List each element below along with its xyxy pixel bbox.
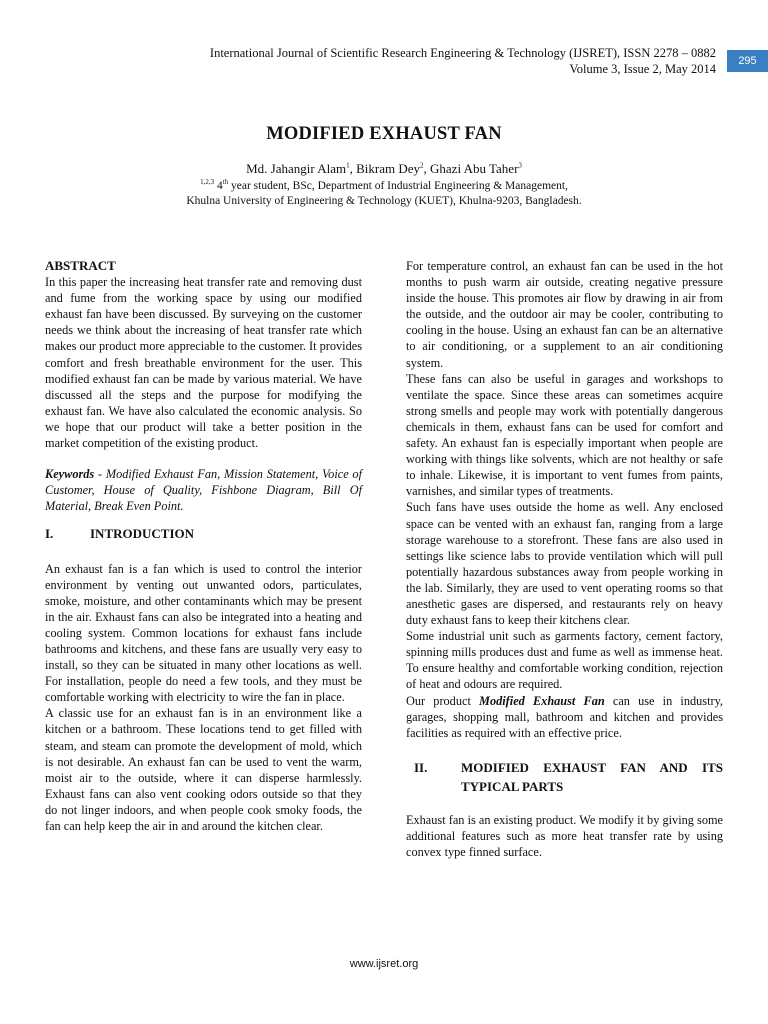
affiliation: [0, 179, 768, 208]
author-separator: ,: [349, 161, 357, 176]
author-separator: ,: [423, 161, 431, 176]
author-name: Md. Jahangir Alam: [246, 161, 347, 176]
body-paragraph: For temperature control, an exhaust fan can be used in the hot months to push warm air outside, creating negative pressure inside the house. This promotes air flow by drawing in air from the outside, and the outdoor air may be cooler, contributing to cooling in the house. Using an exhaust fan can be an alternative to air conditioning, or a supplement to an air conditioning system.: [406, 259, 723, 370]
right-column: [406, 258, 723, 860]
journal-title-line: International Journal of Scientific Research Engineering & Technology (IJSRET), ISSN 2278 – 0882: [209, 46, 716, 60]
text-run: can use in industry, garages, shopping mall, bathroom and kitchen and provides facilities as required with an effective price.: [406, 693, 724, 740]
body-paragraph: These fans can also be useful in garages and workshops to ventilate the space. Since these areas can sometimes acquire strong smells and people may work with potentially dangerous chemicals in them, exhaust fans can be used for comfort and safety. An exhaust fan is especially important when people are working with things like solvents, which are not healthy or safe to inhale. Likewise, it is important to vent fumes from paints, varnishes, and similar types of treatments.: [406, 371, 723, 499]
abstract-heading: ABSTRACT: [45, 258, 116, 273]
keywords-paragraph: [45, 466, 362, 514]
affiliation-line-1: [0, 179, 768, 194]
keywords-list: - Modified Exhaust Fan, Mission Statement, Voice of Customer, House of Quality, Fishbone Diagram, Bill Of Material, Break Even Point.: [45, 467, 362, 514]
affiliation-superscript: 1,2,3: [200, 178, 215, 187]
section-number: II.: [414, 759, 428, 775]
body-paragraph: A classic use for an exhaust fan is in an environment like a kitchen or a bathroom. These locations tend to get filled with steam, and steam can promote the development of mold, which is not desirable. An exhaust fan can be used to vent the warm, moist air to the outside, where it can disperse harmlessly. Exhaust fans can also vent cooking odors outside so that they do not linger indoors, and when people cook smoky foods, the fan can help keep the air in and around the kitchen clear.: [45, 706, 362, 833]
author-superscript: 3: [518, 161, 522, 170]
text-run: Our product: [406, 693, 480, 708]
author-list: [0, 161, 768, 177]
affiliation-line-2: Khulna University of Engineering & Technology (KUET), Khulna-9203, Bangladesh.: [186, 194, 582, 207]
section-title: MODIFIED EXHAUST FAN AND ITS TYPICAL PARTS: [461, 759, 723, 794]
body-paragraph: Exhaust fan is an existing product. We modify it by giving some additional features such as more heat transfer rate by using convex type finned surface.: [406, 812, 723, 859]
body-paragraph: An exhaust fan is a fan which is used to control the interior environment by venting out unwanted odors, particulates, smoke, moisture, and other contaminants which may be present in the air. Exhaust fans can also be integrated into a heating and cooling system. Common locations for exhaust fans include bathrooms and kitchens, and these fans are usually very easy to install, so they can be situated in many other locations as well. For installation, people do need a few tools, and they must be comfortable working with electricity to wire the fan in place.: [45, 561, 362, 705]
affiliation-text: year student, BSc, Department of Industrial Engineering & Management,: [228, 180, 568, 192]
author-name: Ghazi Abu Taher: [430, 161, 519, 176]
author-name: Bikram Dey: [356, 161, 421, 176]
product-name: Modified Exhaust Fan: [479, 693, 605, 708]
year-number: 4: [214, 180, 223, 192]
section-heading: [406, 758, 723, 796]
abstract-body: In this paper the increasing heat transfer rate and removing dust and fume from the working space by using our modified exhaust fan have been discussed. By surveying on the customer needs we think about the increasing of heat transfer rate which makes our product more appreciable to the customer. It provides comfort and fresh breathable environment for the user. This modified exhaust fan can be made by various material. We have discussed all the steps and the purpose for modifying the exhaust fan. We have also calculated the economic analysis. So we hope that our product will take a better position in the market competition of the existing product.: [45, 275, 362, 451]
body-paragraph: Such fans have uses outside the home as well. Any enclosed space can be vented with an exhaust fan, ranging from a large storage warehouse to a storefront. These fans are also used in settings like science labs to provide ventilation which will pull potentially hazardous substances away from people working in the lab. Similarly, they are used to vent operating rooms so that anesthetic gases are dispersed, and restaurants rely on heavy duty exhaust fans to keep their kitchens clear.: [406, 500, 723, 628]
body-paragraph: [406, 693, 723, 741]
section-heading: [45, 526, 362, 542]
section-title: INTRODUCTION: [90, 526, 195, 542]
page-number-badge: 295: [727, 50, 768, 72]
author-superscript: 1: [346, 161, 350, 170]
left-column: [45, 258, 362, 834]
volume-line: Volume 3, Issue 2, May 2014: [569, 62, 716, 76]
body-paragraph: Some industrial unit such as garments factory, cement factory, spinning mills produces dust and fume as well as immense heat. To ensure healthy and comfortable working condition, rejection of heat and odours are required.: [406, 629, 723, 692]
author-superscript: 2: [420, 161, 424, 170]
footer-url: www.ijsret.org: [349, 958, 419, 970]
ordinal-superscript: th: [222, 178, 229, 187]
journal-header: [150, 45, 716, 77]
paper-title: MODIFIED EXHAUST FAN: [266, 124, 502, 144]
keywords-label: Keywords: [45, 467, 95, 482]
section-number: I.: [45, 526, 54, 542]
